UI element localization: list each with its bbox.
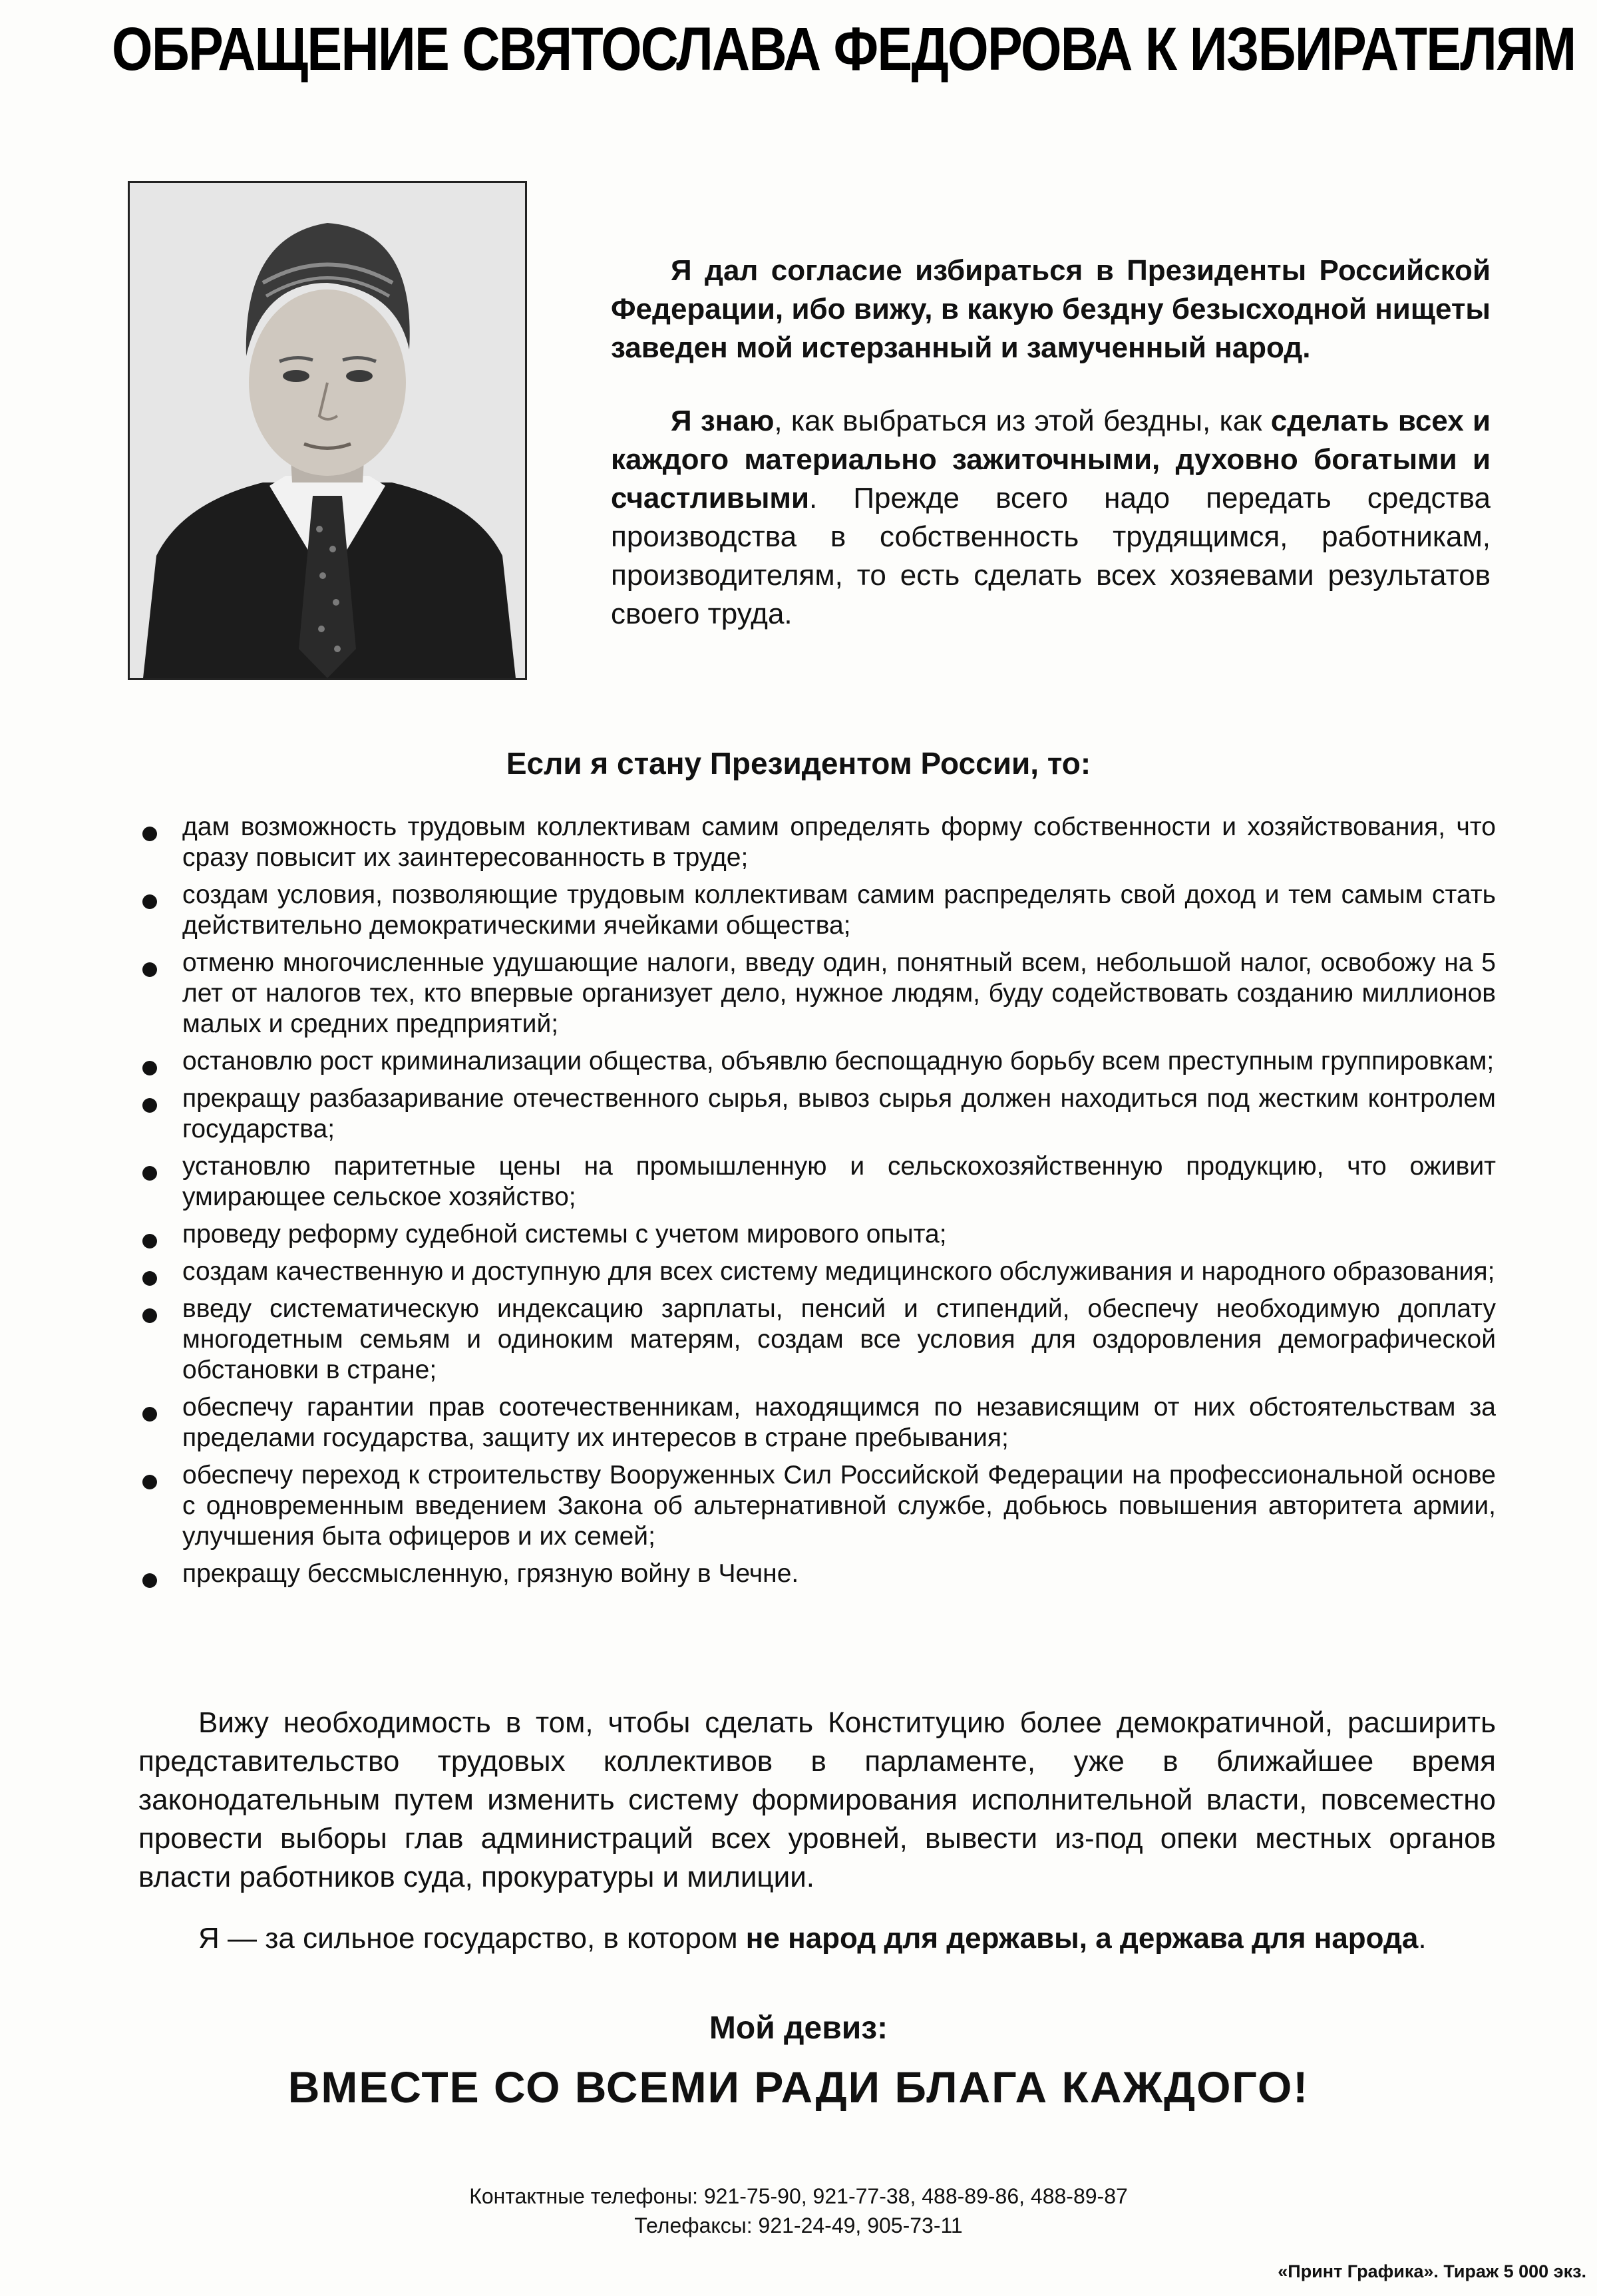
bullet-icon <box>142 1308 157 1323</box>
list-item-text: введу систематическую индексацию зарплаты, пенсий и стипендий, обеспечу необходимую доплату многодетным семьям и одиноким матерям, создам все условия для оздоровления демографической обстановки в стране; <box>182 1294 1496 1384</box>
printer-imprint: «Принт Графика». Тираж 5 000 экз. <box>1278 2261 1586 2281</box>
portrait-illustration <box>130 183 525 678</box>
list-item-text: обеспечу гарантии прав соотечественникам, находящимся по независящим от них обстоятельствам за пределами государства, защиту их интересов в стране пребывания; <box>182 1393 1496 1452</box>
intro-paragraph-1: Я дал согласие избираться в Президенты Российской Федерации, ибо вижу, в какую бездну безысходной нищеты заведен мой истерзанный и замученный народ. <box>611 254 1491 364</box>
closing-paragraph-2 <box>138 1919 1496 1958</box>
list-item-text: создам условия, позволяющие трудовым коллективам самим распределять свой доход и тем самым стать действительно демократическими ячейками общества; <box>182 880 1496 940</box>
promises-list <box>138 812 1496 1596</box>
closing-p2-bold: не народ для державы, а держава для народа <box>745 1922 1419 1955</box>
contacts-block <box>0 2182 1597 2240</box>
list-item <box>138 1460 1496 1552</box>
promises-heading: Если я стану Президентом России, то: <box>506 746 1091 781</box>
bullet-icon <box>142 1573 157 1588</box>
document-title: ОБРАЩЕНИЕ СВЯТОСЛАВА ФЕДОРОВА К ИЗБИРАТЕЛЯМ <box>112 15 1576 83</box>
bullet-icon <box>142 1475 157 1489</box>
contact-faxes: Телефаксы: 921-24-49, 905-73-11 <box>634 2213 963 2237</box>
intro-p2-text-2: . Прежде всего надо передать средства производства в собственность трудящимся, работникам, производителям, то есть сделать всех хозяевами результатов своего труда. <box>611 482 1491 630</box>
bullet-icon <box>142 1166 157 1181</box>
list-item-text: проведу реформу судебной системы с учетом мирового опыта; <box>182 1220 947 1248</box>
bullet-icon <box>142 1061 157 1075</box>
intro-p2-text-1: , как выбраться из этой бездны, как <box>774 405 1271 437</box>
list-item <box>138 1559 1496 1589</box>
intro-paragraph-2 <box>611 402 1491 634</box>
intro-p2-bold-2: сделать всех и каждого материально зажиточными, духовно богатыми и счастливыми <box>611 405 1491 514</box>
motto-text: ВМЕСТЕ СО ВСЕМИ РАДИ БЛАГА КАЖДОГО! <box>287 2062 1310 2112</box>
bullet-icon <box>142 962 157 977</box>
list-item <box>138 1219 1496 1250</box>
motto-label: Мой девиз: <box>709 2010 888 2046</box>
list-item <box>138 948 1496 1040</box>
list-item-text: прекращу разбазаривание отечественного сырья, вывоз сырья должен находиться под жестким контролем государства; <box>182 1084 1496 1143</box>
list-item <box>138 1151 1496 1213</box>
closing-text <box>138 1704 1496 1981</box>
intro-p2-bold-1: Я знаю <box>671 405 775 437</box>
bullet-icon <box>142 827 157 841</box>
closing-paragraph-1: Вижу необходимость в том, чтобы сделать Конституцию более демократичной, расширить представительство трудовых коллективов в парламенте, уже в ближайшее время законодательным путем изменить систему формирования исполнительной власти, повсеместно провести выборы глав администраций всех уровней, вывести из-под опеки местных органов власти работников суда, прокуратуры и милиции. <box>138 1706 1496 1893</box>
list-item-text: остановлю рост криминализации общества, объявлю беспощадную борьбу всем преступным группировкам; <box>182 1047 1495 1075</box>
list-item-text: создам качественную и доступную для всех систему медицинского обслуживания и народного образования; <box>182 1257 1495 1286</box>
list-item-text: прекращу бессмысленную, грязную войну в Чечне. <box>182 1559 799 1588</box>
list-item <box>138 812 1496 873</box>
bullet-icon <box>142 894 157 909</box>
list-item-text: дам возможность трудовым коллективам самим определять форму собственности и хозяйствования, что сразу повысит их заинтересованность в труде; <box>182 813 1496 872</box>
bullet-icon <box>142 1271 157 1286</box>
bullet-icon <box>142 1234 157 1248</box>
list-item <box>138 1046 1496 1077</box>
list-item <box>138 1294 1496 1386</box>
bullet-icon <box>142 1407 157 1422</box>
bullet-icon <box>142 1098 157 1113</box>
list-item-text: обеспечу переход к строительству Вооруженных Сил Российской Федерации на профессиональной основе с одновременным введением Закона об альтернативной службе, добьюсь повышения авторитета армии, улучшения быта офицеров и их семей; <box>182 1461 1496 1551</box>
list-item-text: отменю многочисленные удушающие налоги, введу один, понятный всем, небольшой налог, освобожу на 5 лет от налогов тех, кто впервые организует дело, нужное людям, буду содействовать созданию миллионов малых и средних предприятий; <box>182 948 1496 1038</box>
intro-text <box>611 252 1491 668</box>
closing-p2-text: Я — за сильное государство, в котором <box>198 1922 746 1955</box>
contact-phones: Контактные телефоны: 921-75-90, 921-77-38, 488-89-86, 488-89-87 <box>469 2184 1128 2208</box>
candidate-portrait <box>128 181 527 680</box>
list-item-text: установлю паритетные цены на промышленную и сельскохозяйственную продукцию, что оживит умирающее сельское хозяйство; <box>182 1152 1496 1211</box>
closing-p2-end: . <box>1418 1922 1427 1955</box>
list-item <box>138 1083 1496 1145</box>
list-item <box>138 1256 1496 1287</box>
list-item <box>138 1392 1496 1453</box>
list-item <box>138 880 1496 941</box>
